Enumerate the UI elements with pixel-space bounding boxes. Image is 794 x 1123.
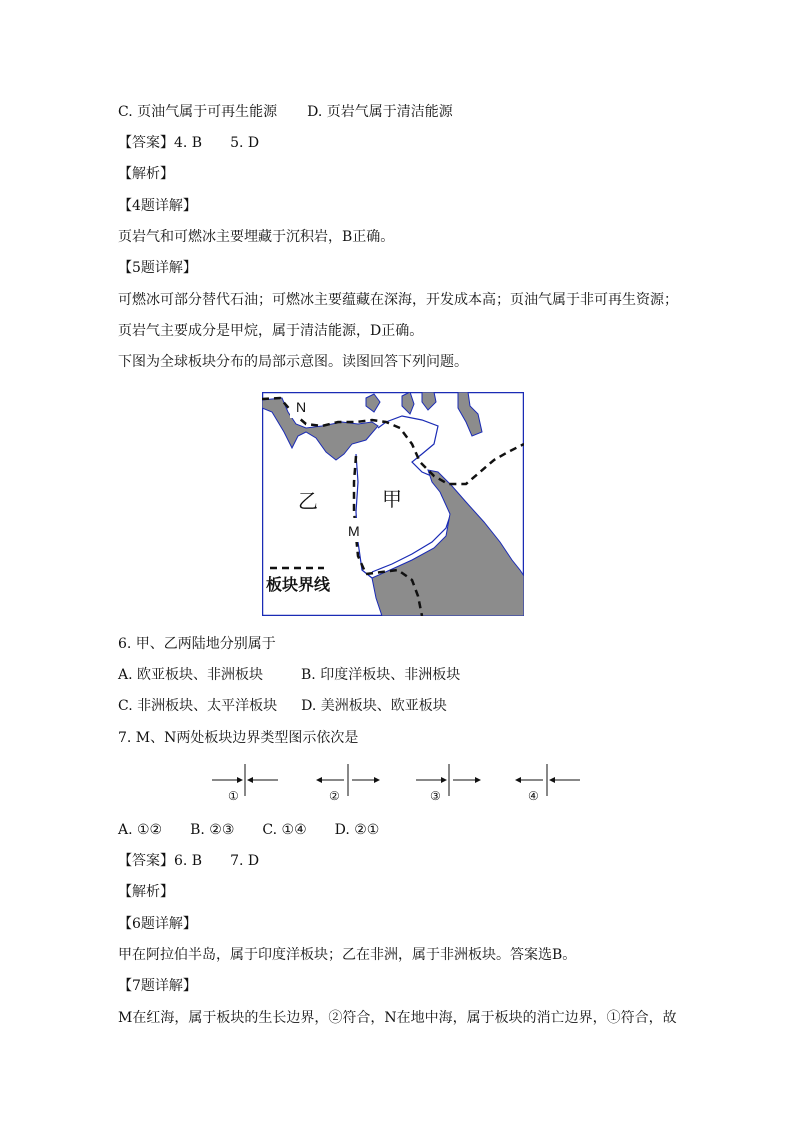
answer-line-2: 【答案】6. B 7. D	[118, 853, 260, 869]
q7-detail-heading: 【7题详解】	[118, 978, 197, 994]
q6-options-ab	[118, 665, 460, 685]
diagram-2	[313, 764, 383, 804]
figure-intro: 下图为全球板块分布的局部示意图。读图回答下列问题。	[118, 354, 468, 370]
q6-option-b: B. 印度洋板块、非洲板块	[301, 667, 461, 683]
diagram-4	[512, 764, 582, 804]
option-line-cd	[118, 102, 453, 122]
option-c: C. 页油气属于可再生能源	[118, 104, 278, 120]
q6-option-c: C. 非洲板块、太平洋板块	[118, 698, 278, 714]
q6-detail-text: 甲在阿拉伯半岛，属于印度洋板块；乙在非洲，属于非洲板块。答案选B。	[118, 947, 577, 963]
diagram-3-label: ③	[430, 789, 441, 803]
diagram-1-label: ①	[228, 789, 239, 803]
q6-option-d: D. 美洲板块、欧亚板块	[301, 698, 447, 714]
q5-detail-text-2: 页岩气主要成分是甲烷，属于清洁能源，D正确。	[118, 323, 424, 339]
question-7: 7. M、N两处板块边界类型图示依次是	[118, 730, 359, 746]
q5-detail-heading: 【5题详解】	[118, 260, 197, 276]
diagram-4-label: ④	[528, 789, 539, 803]
q7-detail-text: M在红海，属于板块的生长边界，②符合，N在地中海，属于板块的消亡边界，①符合，故	[118, 1010, 677, 1026]
legend-label: 板块界线	[266, 575, 331, 594]
q4-detail-text: 页岩气和可燃冰主要埋藏于沉积岩，B正确。	[118, 229, 395, 245]
question-6: 6. 甲、乙两陆地分别属于	[118, 636, 276, 652]
option-d: D. 页岩气属于清洁能源	[307, 104, 453, 120]
answer-line: 【答案】4. B 5. D	[118, 135, 260, 151]
boundary-diagrams	[0, 764, 794, 804]
analysis-heading: 【解析】	[118, 166, 174, 182]
region-yi: 乙	[298, 489, 318, 513]
n-label: N	[296, 399, 307, 415]
region-jia: 甲	[382, 487, 402, 511]
q7-options: A. ①② B. ②③ C. ①④ D. ②①	[118, 822, 380, 838]
q4-detail-heading: 【4题详解】	[118, 198, 197, 214]
diagram-1	[210, 764, 280, 804]
q6-detail-heading: 【6题详解】	[118, 916, 197, 932]
plate-map	[262, 392, 524, 616]
diagram-3	[414, 764, 484, 804]
m-label: M	[348, 523, 360, 539]
diagram-2-label: ②	[329, 789, 340, 803]
q6-option-a: A. 欧亚板块、非洲板块	[118, 667, 264, 683]
q6-options-cd	[118, 696, 447, 716]
analysis-heading-2: 【解析】	[118, 884, 174, 900]
q5-detail-text-1: 可燃冰可部分替代石油；可燃冰主要蕴藏在深海，开发成本高；页油气属于非可再生资源；	[118, 292, 678, 308]
